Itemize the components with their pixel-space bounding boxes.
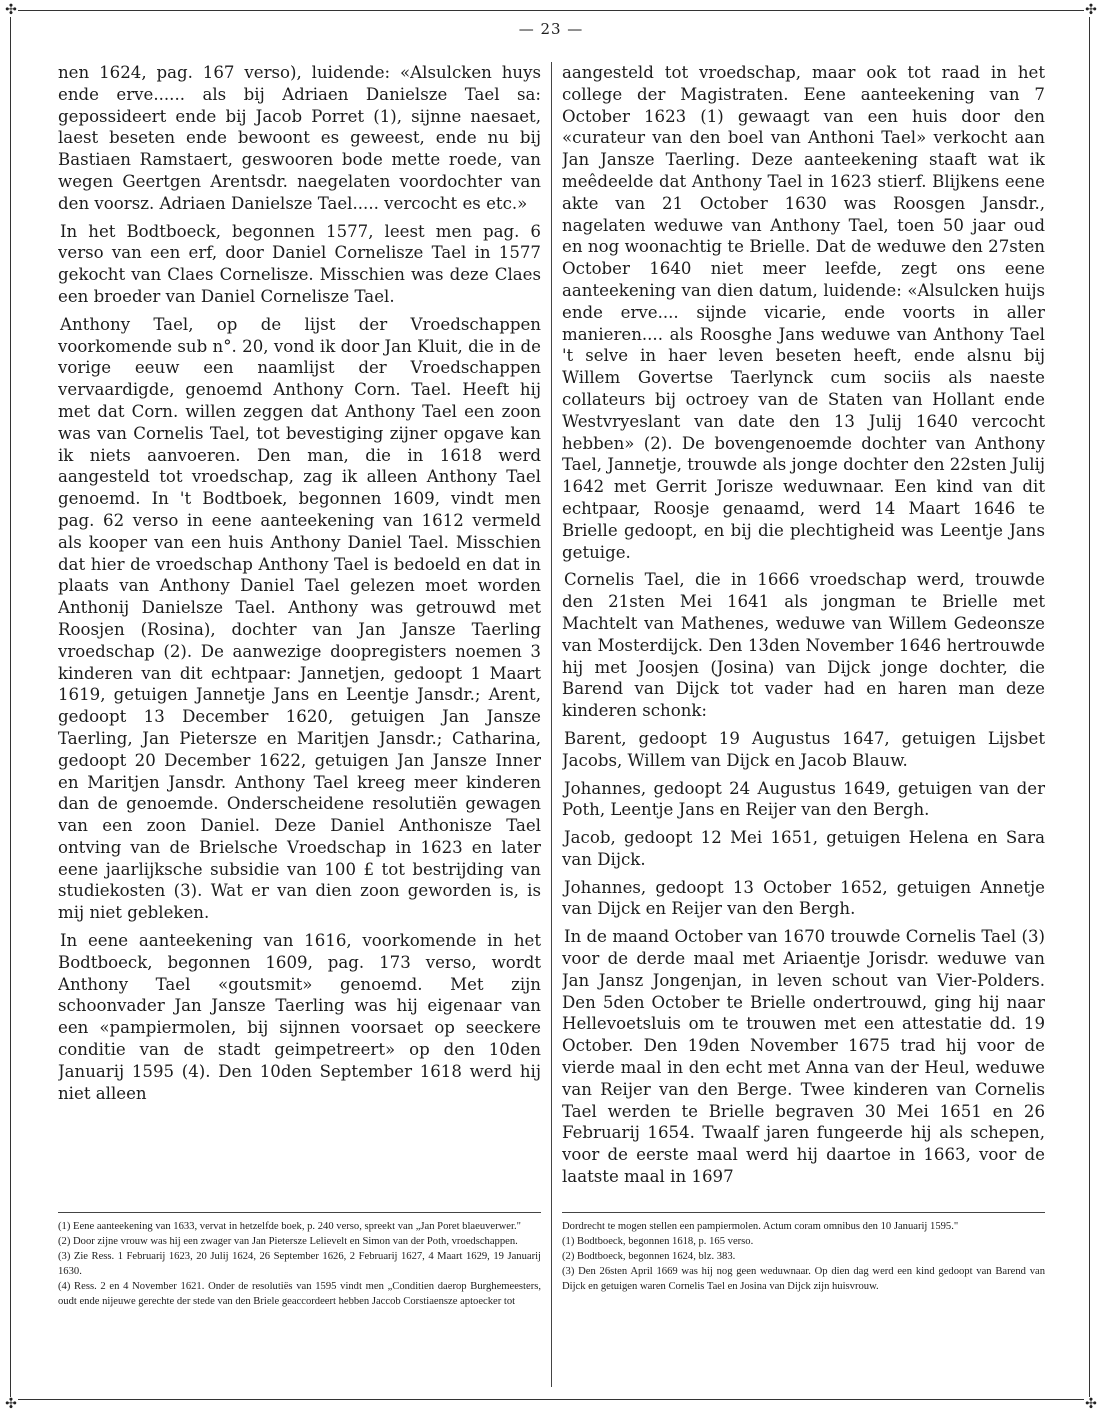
corner-ornament-icon: ✣ bbox=[5, 2, 17, 18]
paragraph: Jacob, gedoopt 12 Mei 1651, getuigen Helena en Sara van Dijck. bbox=[562, 828, 1045, 869]
paragraph: aangesteld tot vroedschap, maar ook tot raad in het college der Magistraten. Eene aanteekening van 7 October 1623 (1) gewaagt van een huis door den «curateur van den boel van Anthoni Tael» verkocht aan Jan Jansze Taerling. Deze aanteekening staaft wat ik meêdeelde dat Anthony Tael in 1623 stierf. Blijkens eene akte van 21 October 1630 was Roosgen Jansdr., nagelaten weduwe van Anthony Tael, toen 50 jaar oud en nog woonachtig te Brielle. Dat de weduwe den 27sten October 1640 niet meer leefde, zegt ons eene aanteekening van dien datum, luidende: «Alsulcken huijs ende erve.... sijnde vicarie, ende voorts in aller manieren.... als Roosghe Jans weduwe van Anthony Tael 't selve in haer leven beseten heeft, ende alsnu bij Willem Govertse Taerlynck cum sociis als naeste collateurs bij octroey van de Staten van Hollant ende Westvryeslant van date den 13 Julij 1640 vercocht hebben» (2). De bovengenoemde dochter van Anthony Tael, Jannetje, trouwde als jonge dochter den 22sten Julij 1642 met Gerrit Jorisze weduwnaar. Een kind van dit echtpaar, Roosje genaamd, werd 14 Maart 1646 te Brielle gedoopt, en bij die plechtigheid was Leentje Jans getuige. bbox=[562, 63, 1045, 562]
paragraph: In de maand October van 1670 trouwde Cornelis Tael (3) voor de derde maal met Ariaentje Jorisdr. weduwe van Jan Jansz Jongenjan, in leven schout van Vier-Polders. Den 5den October te Brielle ondertrouwd, ging hij naar Hellevoetsluis om te trouwen met een attestatie dd. 19 October. Den 19den November 1675 trad hij voor de vierde maal in den echt met Anna van der Heul, weduwe van Reijer van den Berge. Twee kinderen van Cornelis Tael werden te Brielle begraven 30 Mei 1651 en 26 Februarij 1654. Twaalf jaren fungeerde hij als schepen, voor de eerste maal werd hij daartoe in 1663, voor de laatste maal in 1697 bbox=[562, 927, 1045, 1187]
footnote: (2) Bodtboeck, begonnen 1624, blz. 383. bbox=[562, 1251, 736, 1262]
paragraph: In eene aanteekening van 1616, voorkomende in het Bodtboeck, begonnen 1609, pag. 173 verso, wordt Anthony Tael «goutsmit» genoemd. Met zijn schoonvader Jan Jansze Taerling was hij eigenaar van een «pampiermolen, bij sijnnen voorsaet op seeckere conditie van de stadt geimpetreert» op den 10den Januarij 1595 (4). Den 10den September 1618 werd hij niet alleen bbox=[58, 931, 541, 1103]
footnote: (3) Den 26sten April 1669 was hij nog geen weduwnaar. Op dien dag werd een kind gedoopt van Barend van Dijck en getuigen waren Cornelis Tael en Josina van Dijck zijn huisvrouw. bbox=[562, 1266, 1045, 1292]
paragraph: Barent, gedoopt 19 Augustus 1647, getuigen Lijsbet Jacobs, Willem van Dijck en Jacob Blauw. bbox=[562, 728, 1045, 770]
footnote: (1) Eene aanteekening van 1633, vervat in hetzelfde boek, p. 240 verso, spreekt van „Jan Poret blaeuverwer." bbox=[58, 1221, 521, 1232]
right-column-body bbox=[562, 62, 1045, 1208]
corner-ornament-icon: ✣ bbox=[5, 1396, 17, 1412]
paragraph: nen 1624, pag. 167 verso), luidende: «Alsulcken huys ende erve...... als bij Adriaen Danielsze Tael sa: gepossideert ende bij Jacob Porret (1), sijnne naesaet, laest beseten ende bewoont es geweest, ende nu bij Bastiaen Ramstaert, geswooren bode mette roede, van wegen Geertgen Arentsdr. naegelaten voordochter van den voorsz. Adriaen Danielsze Tael..... vercocht es etc.» bbox=[58, 63, 541, 213]
footnotes bbox=[562, 1219, 1045, 1294]
footnote: Dordrecht te mogen stellen een pampiermolen. Actum coram omnibus den 10 Januarij 1595." bbox=[562, 1221, 959, 1232]
right-column bbox=[562, 62, 1045, 1294]
left-column-body bbox=[58, 62, 541, 1208]
paragraph: Johannes, gedoopt 13 October 1652, getuigen Annetje van Dijck en Reijer van den Bergh. bbox=[562, 877, 1045, 919]
paragraph: Cornelis Tael, die in 1666 vroedschap werd, trouwde den 21sten Mei 1641 als jongman te Brielle met Machtelt van Mathenes, weduwe van Willem Gedeonsze van Mosterdijck. Den 13den November 1646 hertrouwde hij met Joosjen (Josina) van Dijck jonge dochter, die Barend van Dijck tot vader had en haren man deze kinderen schonk: bbox=[562, 570, 1045, 721]
column-divider bbox=[551, 62, 552, 1387]
footnote: (2) Door zijne vrouw was hij een zwager van Jan Pietersze Lelievelt en Simon van der Poth, vroedschappen. bbox=[58, 1236, 518, 1247]
footnote: (1) Bodtboeck, begonnen 1618, p. 165 verso. bbox=[562, 1236, 754, 1247]
footnote-separator bbox=[562, 1212, 1045, 1213]
paragraph: Anthony Tael, op de lijst der Vroedschappen voorkomende sub n°. 20, vond ik door Jan Kluit, die in de vorige eeuw een naamlijst der Vroedschappen vervaardigde, genoemd Anthony Corn. Tael. Heeft hij met dat Corn. willen zeggen dat Anthony Tael een zoon was van Cornelis Tael, tot bevestiging zijner opgave kan ik niets aanvoeren. Den man, die in 1618 werd aangesteld tot vroedschap, zag ik alleen Anthony Tael genoemd. In 't Bodtboek, begonnen 1609, vindt men pag. 62 verso in eene aanteekening van 1612 vermeld als kooper van een huis Anthony Daniel Tael. Misschien dat hier de vroedschap Anthony Tael is bedoeld en dat in plaats van Anthony Daniel Tael gelezen moet worden Anthonij Danielsze Tael. Anthony was getrouwd met Roosjen (Rosina), dochter van Jan Jansze Taerling vroedschap (2). De aanwezige doopregisters noemen 3 kinderen van dit echtpaar: Jannetjen, gedoopt 1 Maart 1619, getuigen Jannetje Jans en Leentje Jansdr.; Arent, gedoopt 13 December 1620, getuigen Jan Jansze Taerling, Jan Pietersze en Maritjen Jansdr.; Catharina, gedoopt 20 December 1622, getuigen Jan Jansze Inner en Maritjen Jansdr. Anthony Tael kreeg meer kinderen dan de genoemde. Onderscheidene resolutiën gewagen van een zoon Daniel. Deze Daniel Anthonisze Tael ontving van de Brielsche Vroedschap in 1623 en later eene jaarlijksche subsidie van 100 £ tot bestrijding van studiekosten (3). Wat er van dien zoon geworden is, is mij niet gebleken. bbox=[58, 314, 541, 923]
footnote-separator bbox=[58, 1212, 541, 1213]
paragraph: Johannes, gedoopt 24 Augustus 1649, getuigen van der Poth, Leentje Jans en Reijer van den Bergh. bbox=[562, 778, 1045, 820]
paragraph: In het Bodtboeck, begonnen 1577, leest men pag. 6 verso van een erf, door Daniel Cornelisze Tael in 1577 gekocht van Claes Cornelisze. Misschien was deze Claes een broeder van Daniel Cornelisze Tael. bbox=[58, 221, 541, 306]
page-number: — 23 — bbox=[518, 20, 584, 38]
corner-ornament-icon: ✣ bbox=[1085, 1396, 1097, 1412]
corner-ornament-icon: ✣ bbox=[1085, 2, 1097, 18]
footnote: (4) Ress. 2 en 4 November 1621. Onder de resolutiës van 1595 vindt men „Conditien daerop Burghemeesters, oudt ende nijeuwe gerechte der stede van den Briele geaccordeert hebben Jaccob Corstiaensze aptoecker tot bbox=[58, 1281, 541, 1307]
footnotes bbox=[58, 1219, 541, 1309]
left-column bbox=[58, 62, 541, 1309]
footnote: (3) Zie Ress. 1 Februarij 1623, 20 Julij 1624, 26 September 1626, 2 Februarij 1627, 4 Maart 1629, 19 Januarij 1630. bbox=[58, 1251, 541, 1277]
